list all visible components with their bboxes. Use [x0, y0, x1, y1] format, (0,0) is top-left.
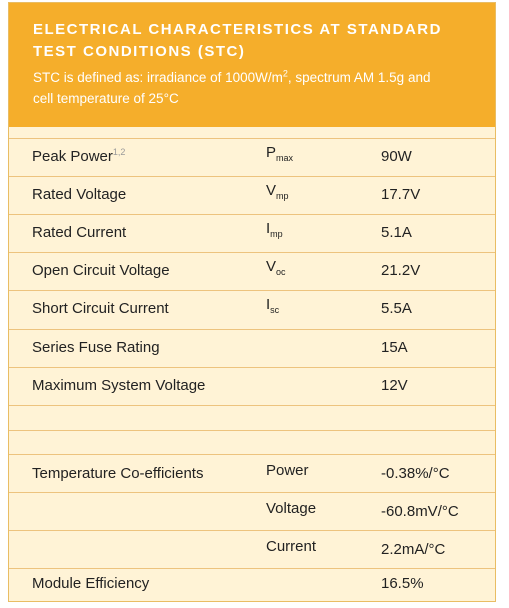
symbol-subscript: max — [276, 153, 294, 163]
row-value: 90W — [381, 148, 412, 165]
subtitle-text-b: , spectrum AM 1.5g and — [287, 70, 431, 85]
label-footnote: 1,2 — [112, 147, 126, 157]
coefficient-name: Current — [266, 538, 317, 555]
row-label: Maximum System Voltage — [32, 377, 206, 394]
row-value: 21.2V — [381, 262, 421, 279]
table-row-peak-power — [9, 139, 495, 177]
symbol-letter: I — [266, 220, 271, 237]
coefficient-name: Voltage — [266, 500, 317, 517]
row-symbol — [266, 144, 293, 161]
row-symbol — [266, 296, 279, 313]
table-row-empty — [9, 431, 495, 455]
label-text: Peak Power — [32, 148, 113, 165]
symbol-letter: V — [266, 258, 277, 275]
title-line-2: TEST CONDITIONS (STC) — [33, 43, 246, 60]
table-row-module-efficiency — [9, 569, 495, 603]
subtitle-line-2 — [33, 88, 473, 109]
subtitle-text-a: STC is defined as: irradiance of 1000W/m — [33, 70, 283, 85]
table-row-series-fuse-rating — [9, 330, 495, 368]
symbol-subscript: sc — [270, 305, 280, 315]
symbol-subscript: mp — [276, 191, 289, 201]
coefficient-value: -0.38%/°C — [381, 465, 450, 482]
subtitle-text-c: cell temperature of 25 — [33, 91, 164, 106]
symbol-subscript: mp — [270, 229, 283, 239]
table-subtitle — [33, 67, 473, 109]
row-label: Rated Voltage — [32, 186, 127, 203]
table-row-short-circuit-current — [9, 291, 495, 330]
table-row-rated-current — [9, 215, 495, 253]
coefficient-value: -60.8mV/°C — [381, 503, 459, 520]
table-title — [33, 19, 473, 63]
subtitle-line-1 — [33, 67, 473, 88]
row-label — [32, 148, 125, 165]
row-label: Series Fuse Rating — [32, 339, 160, 356]
symbol-letter: V — [266, 182, 277, 199]
title-line-1: ELECTRICAL CHARACTERISTICS AT STANDARD — [33, 21, 442, 38]
row-value: 5.5A — [381, 300, 412, 317]
row-value: 12V — [381, 377, 408, 394]
row-label: Module Efficiency — [32, 575, 150, 592]
row-value: 15A — [381, 339, 408, 356]
table-row-temp-power — [9, 455, 495, 493]
table-row-open-circuit-voltage — [9, 253, 495, 291]
row-label: Open Circuit Voltage — [32, 262, 170, 279]
table-row-temp-current — [9, 531, 495, 569]
table-header — [9, 3, 495, 127]
symbol-letter: I — [266, 296, 271, 313]
coefficient-value: 2.2mA/°C — [381, 541, 446, 558]
header-spacer — [9, 127, 495, 139]
subtitle-superscript: 2 — [282, 68, 288, 79]
row-value: 16.5% — [381, 575, 424, 592]
coefficient-name: Power — [266, 462, 309, 479]
table-row-empty — [9, 406, 495, 431]
row-value: 17.7V — [381, 186, 421, 203]
row-symbol — [266, 258, 286, 275]
row-label: Short Circuit Current — [32, 300, 169, 317]
symbol-letter: P — [266, 144, 277, 161]
subtitle-degree: °C — [163, 91, 179, 106]
row-label: Rated Current — [32, 224, 127, 241]
table-row-maximum-system-voltage — [9, 368, 495, 406]
row-symbol — [266, 182, 289, 199]
temperature-coefficients-label: Temperature Co-efficients — [32, 465, 204, 482]
symbol-subscript: oc — [276, 267, 286, 277]
row-symbol — [266, 220, 283, 237]
row-value: 5.1A — [381, 224, 412, 241]
table-row-temp-voltage — [9, 493, 495, 531]
stc-table-card — [8, 2, 496, 602]
table-row-rated-voltage — [9, 177, 495, 215]
